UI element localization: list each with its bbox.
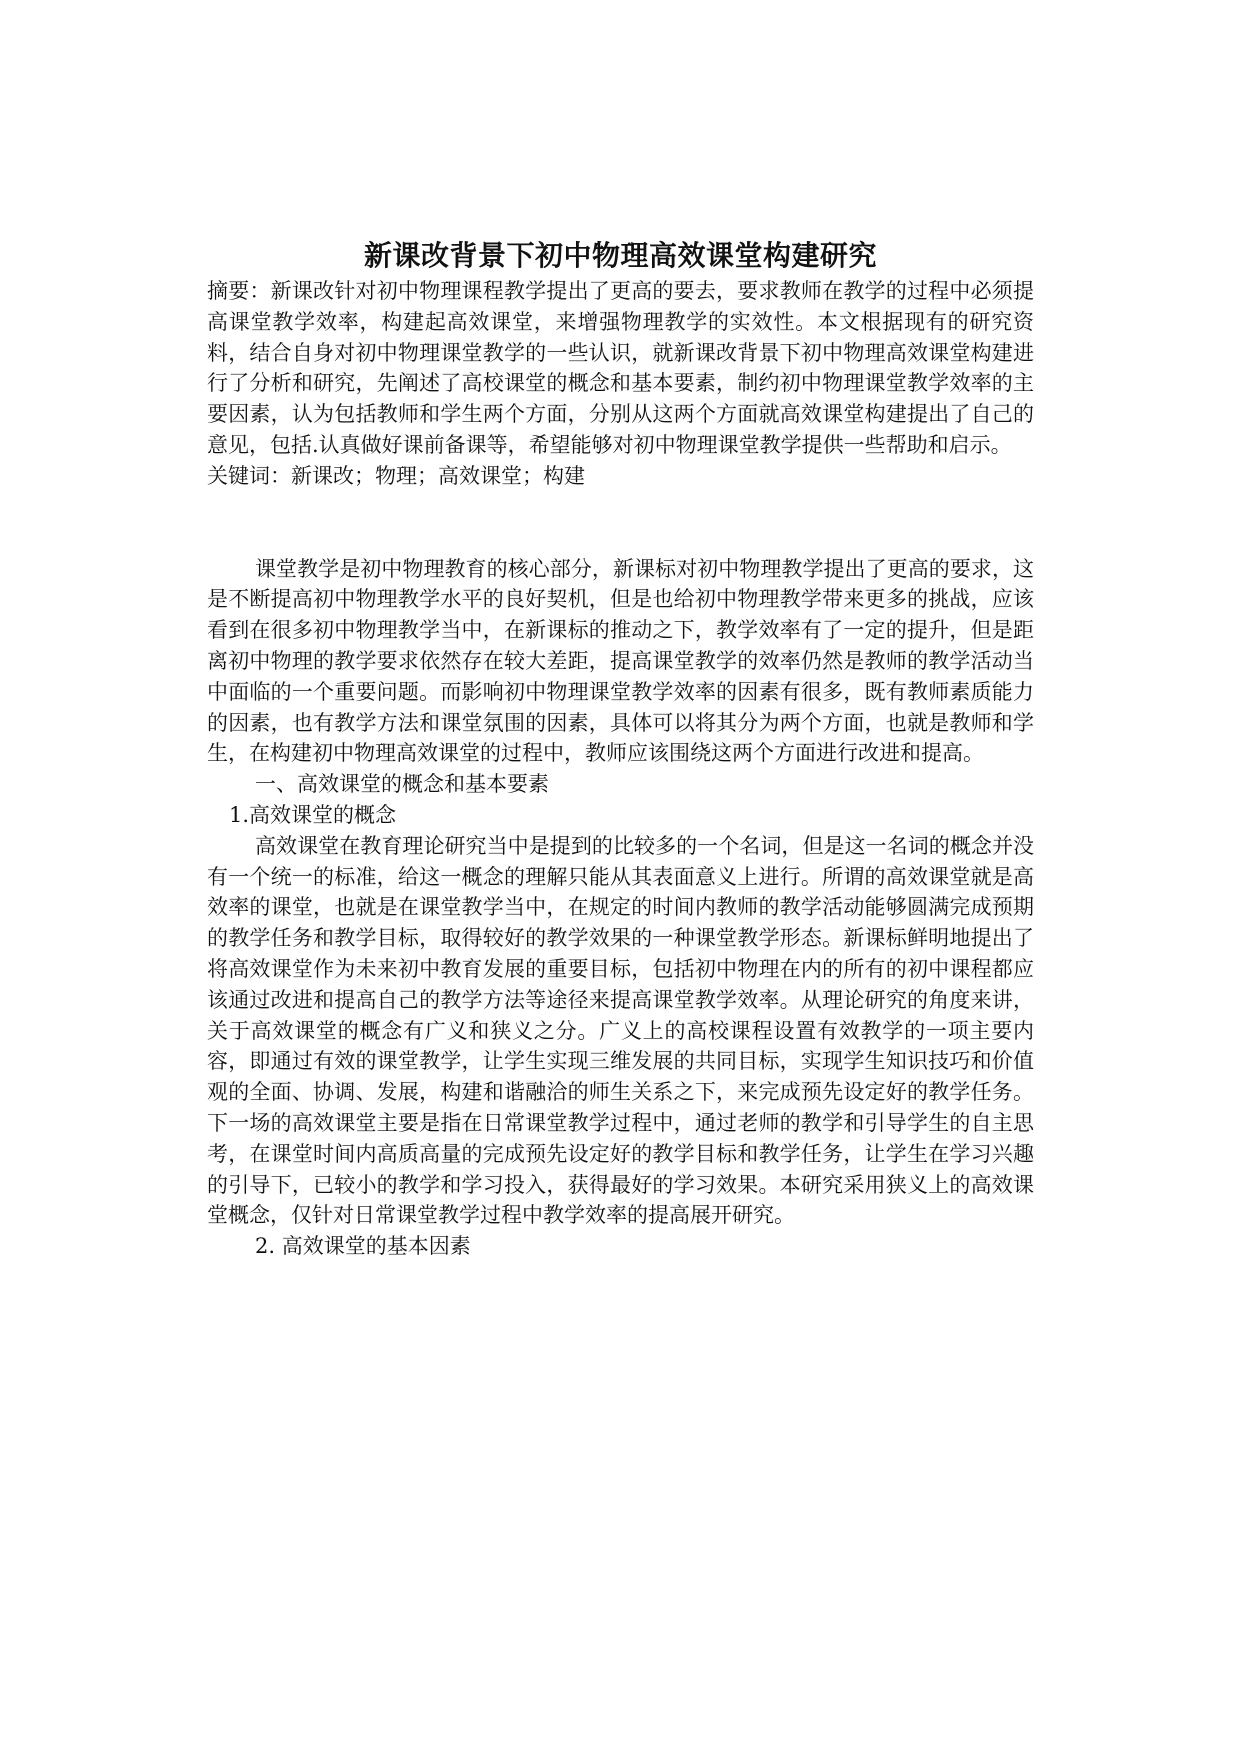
- section-1-heading: 一、高效课堂的概念和基本要素: [255, 772, 549, 797]
- subsection-1-paragraph: 高效课堂在教育理论研究当中是提到的比较多的一个名词，但是这一名词的概念并没有一个统一的标准，给这一概念的理解只能从其表面意义上进行。所谓的高效课堂就是高效率的课堂，也就是在课堂教学当中，在规定的时间内教师的教学活动能够圆满完成预期的教学任务和教学目标，取得较好的教学效果的一种课堂教学形态。新课标鲜明地提出了将高效课堂作为未来初中教育发展的重要目标，包括初中物理在内的所有的初中课程都应该通过改进和提高自己的教学方法等途径来提高课堂教学效率。从理论研究的角度来讲，关于高效课堂的概念有广义和狭义之分。广义上的高校课程设置有效教学的一项主要内容，即通过有效的课堂教学，让学生实现三维发展的共同目标，实现学生知识技巧和价值观的全面、协调、发展，构建和谐融洽的师生关系之下，来完成预先设定好的教学任务。下一场的高效课堂主要是指在日常课堂教学过程中，通过老师的教学和引导学生的自主思考，在课堂时间内高质高量的完成预先设定好的教学目标和教学任务，让学生在学习兴趣的引导下，已较小的教学和学习投入，获得最好的学习效果。本研究采用狭义上的高效课堂概念，仅针对日常课堂教学过程中教学效率的提高展开研究。: [207, 833, 1034, 1228]
- keywords-label: 关键词：: [207, 463, 291, 488]
- subsection-2-heading: 2. 高效课堂的基本因素: [255, 1234, 471, 1259]
- document-title: 新课改背景下初中物理高效课堂构建研究: [363, 239, 877, 272]
- abstract-text: 新课改针对初中物理课程教学提出了更高的要去，要求教师在教学的过程中必须提高课堂教学效率，构建起高效课堂，来增强物理教学的实效性。本文根据现有的研究资料，结合自身对初中物理课堂教学的一些认识，就新课改背景下初中物理高效课堂构建进行了分析和研究，先阐述了高校课堂的概念和基本要素，制约初中物理课堂教学效率的主要因素，认为包括教师和学生两个方面，分别从这两个方面就高效课堂构建提出了自己的意见，包括.认真做好课前备课等，希望能够对初中物理课堂教学提供一些帮助和启示。: [207, 279, 1035, 457]
- keywords-text: 新课改；物理；高效课堂；构建: [291, 463, 585, 488]
- subsection-1-heading: 1.高效课堂的概念: [229, 802, 397, 827]
- document-page: [207, 236, 1034, 1262]
- keywords-paragraph: [207, 461, 1034, 492]
- abstract-label: 摘要：: [207, 279, 271, 303]
- intro-paragraph: 课堂教学是初中物理教育的核心部分，新课标对初中物理教学提出了更高的要求，这是不断提高初中物理教学水平的良好契机，但是也给初中物理教学带来更多的挑战，应该看到在很多初中物理教学当中，在新课标的推动之下，教学效率有了一定的提升，但是距离初中物理的教学要求依然存在较大差距，提高课堂教学的效率仍然是教师的教学活动当中面临的一个重要问题。而影响初中物理课堂教学效率的因素有很多，既有教师素质能力的因素，也有教学方法和课堂氛围的因素，具体可以将其分为两个方面，也就是教师和学生，在构建初中物理高效课堂的过程中，教师应该围绕这两个方面进行改进和提高。: [207, 556, 1034, 766]
- abstract-paragraph: [207, 276, 1034, 461]
- spacer: [207, 492, 1034, 554]
